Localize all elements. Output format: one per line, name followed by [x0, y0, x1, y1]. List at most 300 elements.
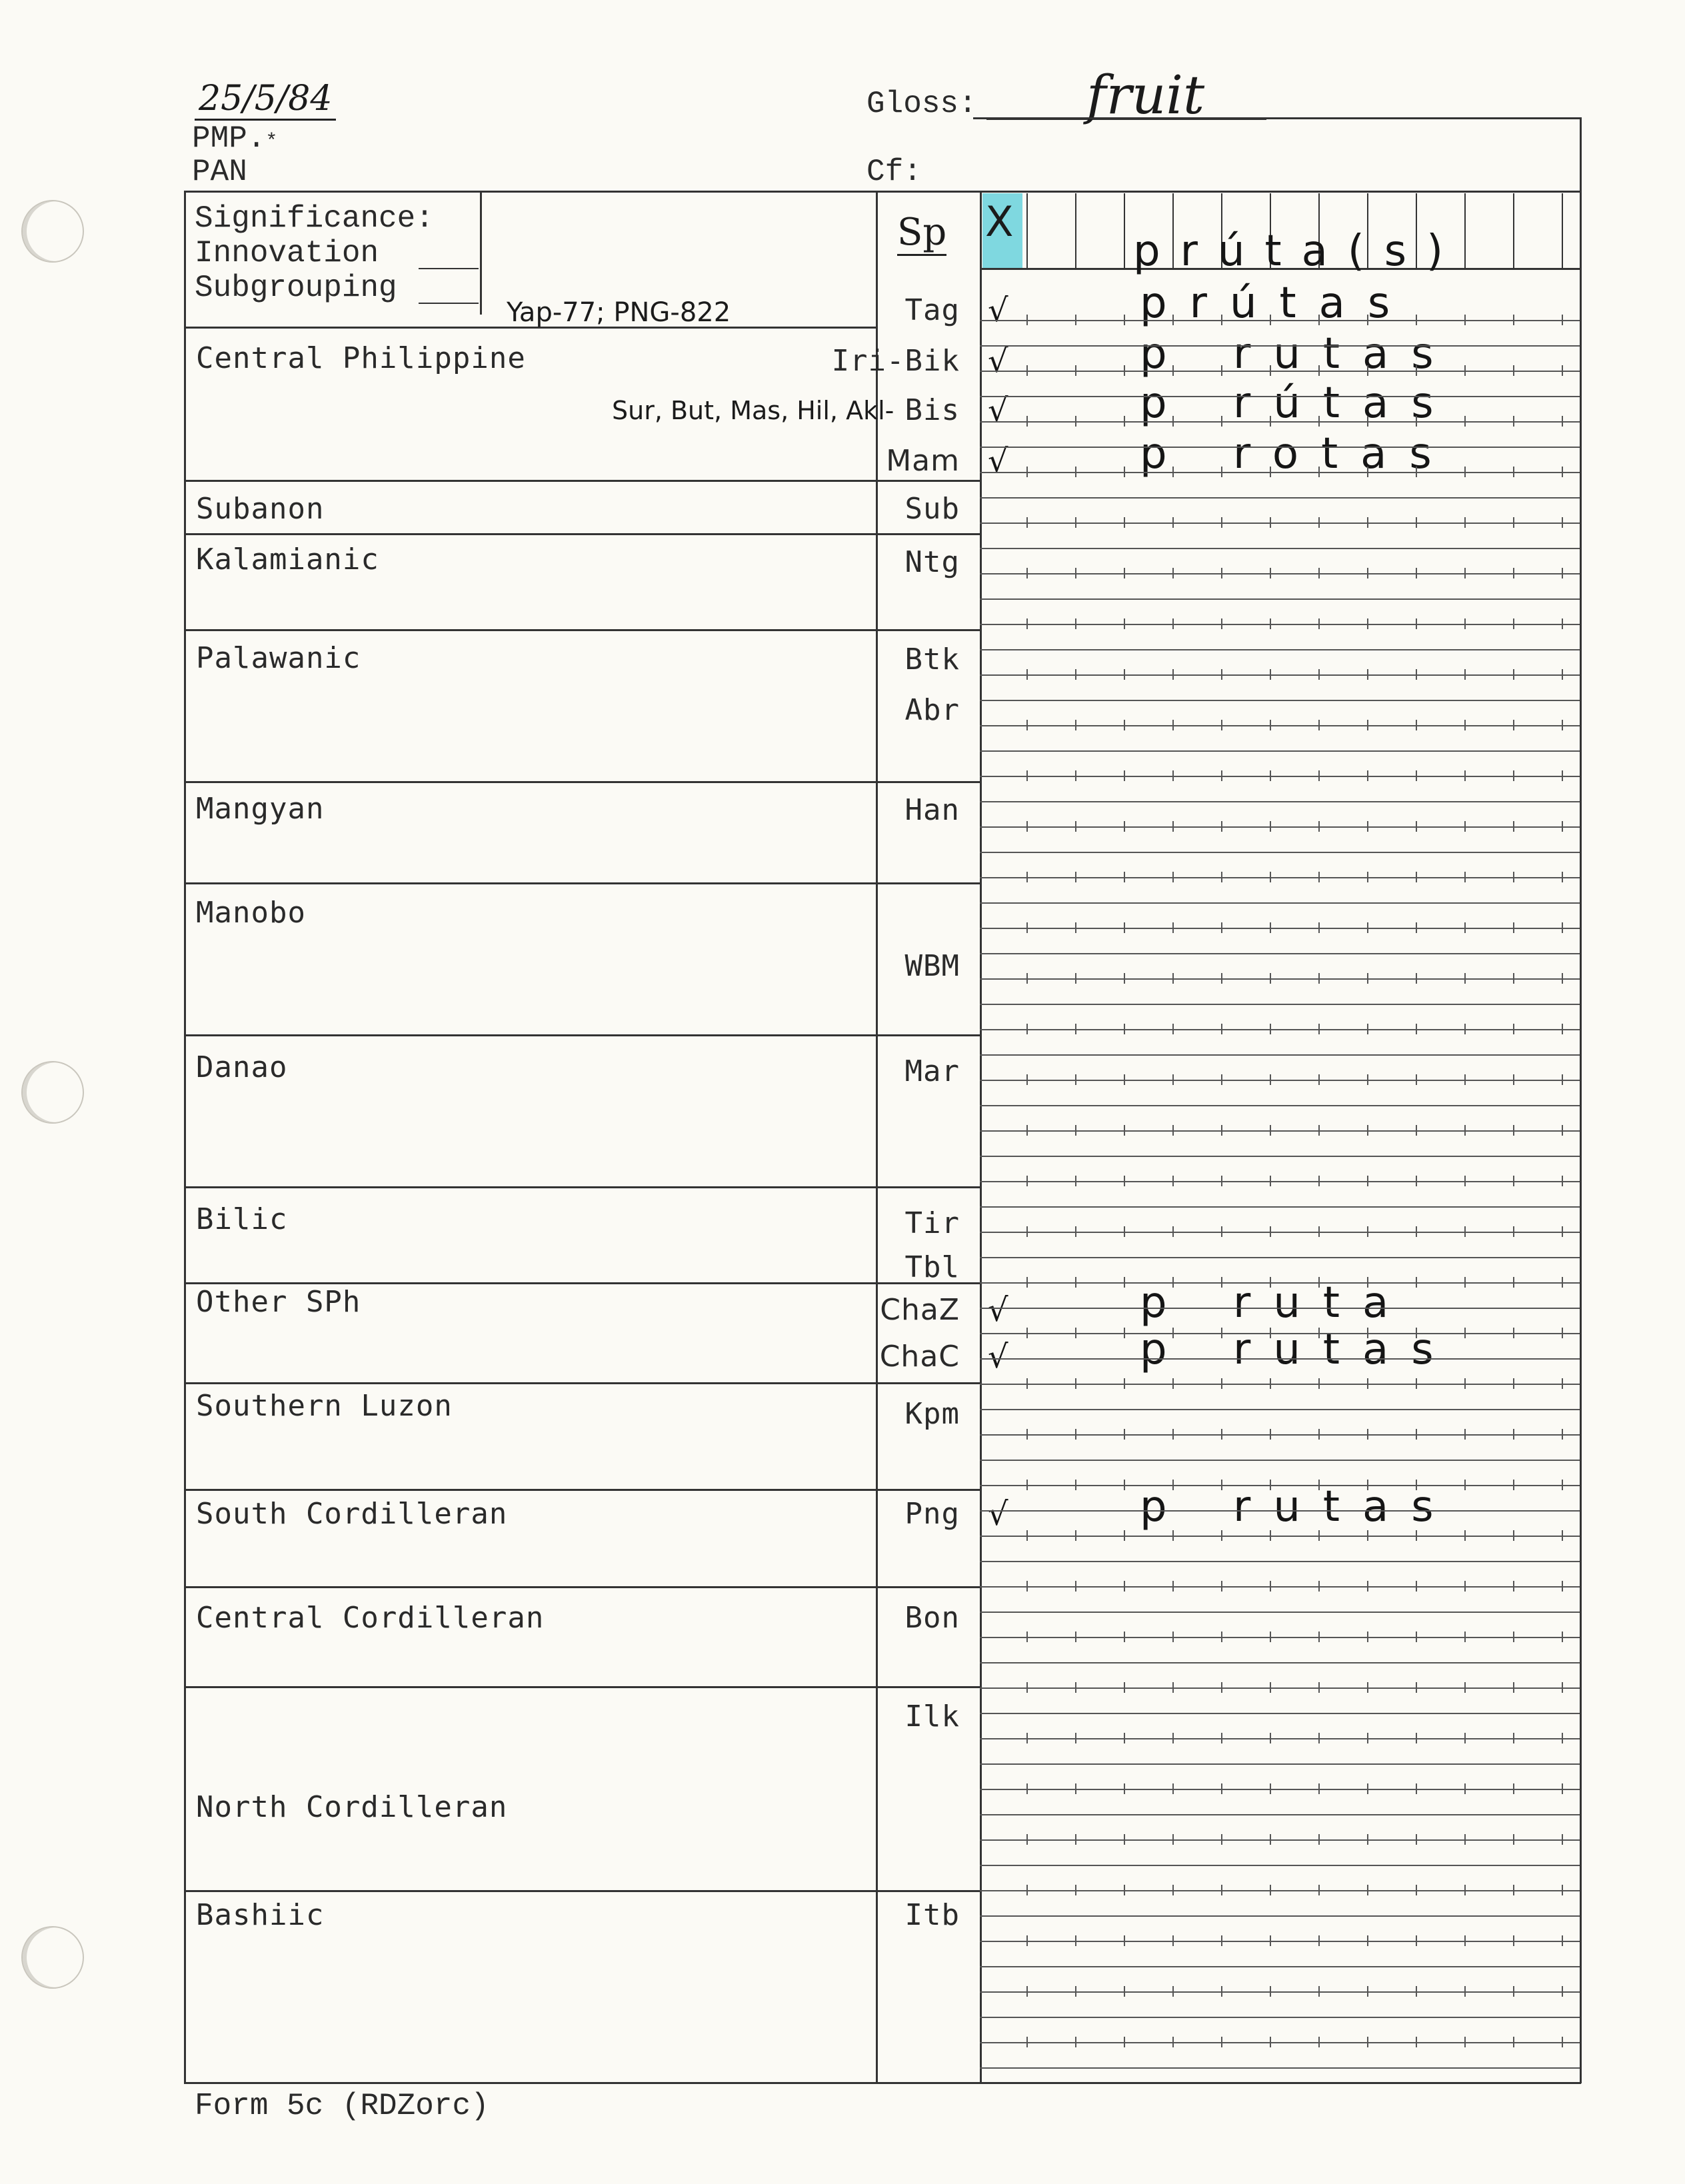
innovation-blank [419, 268, 479, 269]
entry-rule [980, 1612, 1580, 1613]
entry-tick [1221, 1530, 1222, 1541]
cognate-form: rutas [1233, 329, 1456, 379]
entry-tick [1172, 720, 1174, 730]
entry-tick [1318, 973, 1320, 984]
entry-rule [980, 497, 1580, 499]
entry-rule [980, 573, 1580, 574]
entry-tick [1416, 1125, 1417, 1136]
entry-tick [1172, 1986, 1174, 1997]
entry-tick [1464, 821, 1466, 832]
entry-tick [1562, 315, 1563, 325]
entry-tick [1270, 1074, 1271, 1085]
entry-rule [980, 1586, 1580, 1588]
entry-tick [1172, 1024, 1174, 1034]
entry-tick [1270, 416, 1271, 427]
entry-tick [1172, 1885, 1174, 1895]
entry-tick [1562, 1530, 1563, 1541]
entry-tick [1075, 1986, 1076, 1997]
entry-tick [1075, 720, 1076, 730]
group-label: Bilic [196, 1202, 288, 1236]
entry-tick [1513, 365, 1514, 376]
entry-tick [1075, 1885, 1076, 1895]
entry-tick [1026, 517, 1028, 528]
entry-tick [1221, 1429, 1222, 1440]
entry-tick [1416, 872, 1417, 882]
entry-tick [1416, 315, 1417, 325]
entry-tick [1270, 1783, 1271, 1794]
group-divider [184, 1890, 980, 1892]
entry-tick [1172, 1125, 1174, 1136]
entry-rule [980, 1181, 1580, 1182]
entry-rule [980, 1637, 1580, 1638]
pan-label: PAN [192, 155, 247, 189]
entry-rule [980, 472, 1580, 473]
entry-rule [980, 1206, 1580, 1208]
language-code: ChaC [879, 1340, 960, 1374]
entry-rule [980, 2042, 1580, 2043]
entry-tick [1318, 1834, 1320, 1845]
entry-tick [1464, 1530, 1466, 1541]
cognate-form: rútas [1233, 379, 1456, 428]
entry-tick [1124, 1024, 1125, 1034]
entry-tick [1318, 1328, 1320, 1338]
entry-tick [1464, 1834, 1466, 1845]
entry-tick [1562, 1074, 1563, 1085]
entry-tick [1367, 1986, 1368, 1997]
entry-tick [1513, 416, 1514, 427]
entry-tick [1367, 1632, 1368, 1642]
entry-rule [980, 1536, 1580, 1537]
table-top [184, 191, 1581, 193]
entry-tick [1221, 1480, 1222, 1490]
entry-tick [1367, 1176, 1368, 1186]
entry-tick [1172, 416, 1174, 427]
entry-tick [1026, 1935, 1028, 1946]
entry-tick [1124, 1581, 1125, 1592]
entry-tick [1026, 1176, 1028, 1186]
entry-tick [1026, 365, 1028, 376]
entry-tick [1513, 1277, 1514, 1288]
entry-tick [1318, 1277, 1320, 1288]
entry-tick [1221, 1682, 1222, 1693]
entry-tick [1562, 1429, 1563, 1440]
entry-rule [980, 548, 1580, 549]
entry-tick [1124, 1632, 1125, 1642]
entry-tick [1416, 1226, 1417, 1237]
entry-rule [980, 1561, 1580, 1562]
entry-tick [1075, 1277, 1076, 1288]
entry-tick [1124, 872, 1125, 882]
entry-tick [1075, 973, 1076, 984]
entry-tick [1367, 1581, 1368, 1592]
entry-tick [1172, 1834, 1174, 1845]
cognate-check: √ [988, 1338, 1008, 1376]
language-code: Iri-Bik [831, 344, 960, 378]
entry-tick [1367, 467, 1368, 477]
entry-tick [1124, 1429, 1125, 1440]
entry-initial: p [1140, 379, 1190, 428]
entry-rule [980, 877, 1580, 878]
entry-tick [1367, 1480, 1368, 1490]
entry-tick [1075, 1328, 1076, 1338]
entry-tick [1562, 821, 1563, 832]
entry-tick [1026, 1378, 1028, 1389]
entry-tick [1124, 1125, 1125, 1136]
entry-tick [1270, 1125, 1271, 1136]
entry-rule [980, 320, 1580, 321]
entry-tick [1416, 1581, 1417, 1592]
entry-rule [980, 801, 1580, 802]
entry-tick [1075, 1176, 1076, 1186]
entry-tick [1513, 1530, 1514, 1541]
entry-tick [1270, 1226, 1271, 1237]
group-label: Danao [196, 1050, 288, 1084]
entry-tick [1367, 1733, 1368, 1743]
entry-tick [1562, 1783, 1563, 1794]
entry-tick [1075, 1429, 1076, 1440]
sp-cell-divider [1562, 193, 1563, 268]
entry-tick [1318, 2037, 1320, 2047]
significance-divider [480, 191, 482, 315]
entry-tick [1367, 1328, 1368, 1338]
entry-tick [1026, 1125, 1028, 1136]
entry-tick [1124, 922, 1125, 933]
entry-tick [1464, 1429, 1466, 1440]
entry-tick [1026, 1783, 1028, 1794]
entry-tick [1464, 1632, 1466, 1642]
pmp-mark: * [265, 131, 278, 153]
entry-tick [1270, 770, 1271, 781]
entry-tick [1026, 416, 1028, 427]
entry-tick [1075, 1783, 1076, 1794]
entry-tick [1318, 922, 1320, 933]
cognate-check: √ [988, 1496, 1008, 1533]
entry-tick [1367, 517, 1368, 528]
entry-rule [980, 750, 1580, 752]
sp-cell-divider [1124, 193, 1125, 268]
entry-tick [1221, 2037, 1222, 2047]
entry-rule [980, 1687, 1580, 1689]
entry-tick [1172, 467, 1174, 477]
entry-tick [1416, 1733, 1417, 1743]
entry-tick [1416, 618, 1417, 629]
language-code: Tag [904, 293, 960, 327]
entry-tick [1270, 1277, 1271, 1288]
entry-tick [1513, 1480, 1514, 1490]
language-code: Sub [904, 492, 960, 526]
entry-tick [1172, 1176, 1174, 1186]
group-label: Manobo [196, 896, 306, 930]
entry-tick [1221, 1176, 1222, 1186]
entry-tick [1270, 1885, 1271, 1895]
entry-tick [1513, 467, 1514, 477]
entry-tick [1221, 618, 1222, 629]
entry-tick [1075, 467, 1076, 477]
entry-tick [1562, 922, 1563, 933]
entry-tick [1513, 1581, 1514, 1592]
entry-tick [1562, 1733, 1563, 1743]
entry-tick [1026, 1530, 1028, 1541]
entry-tick [1416, 1682, 1417, 1693]
entry-tick [1367, 872, 1368, 882]
entry-tick [1464, 1682, 1466, 1693]
entry-tick [1124, 467, 1125, 477]
entry-tick [1416, 1885, 1417, 1895]
entry-tick [1026, 770, 1028, 781]
entry-tick [1124, 821, 1125, 832]
entry-tick [1221, 568, 1222, 578]
entry-initial: p [1140, 1325, 1190, 1374]
entry-tick [1075, 1581, 1076, 1592]
entry-tick [1318, 872, 1320, 882]
entry-tick [1172, 669, 1174, 680]
entry-tick [1562, 467, 1563, 477]
entry-tick [1221, 1935, 1222, 1946]
entry-rule [980, 624, 1580, 625]
entry-tick [1464, 669, 1466, 680]
entry-rule [980, 1232, 1580, 1233]
entry-tick [1513, 1378, 1514, 1389]
entry-tick [1513, 1429, 1514, 1440]
entry-tick [1221, 1783, 1222, 1794]
subgrouping-blank [419, 303, 479, 304]
entry-tick [1270, 467, 1271, 477]
entry-tick [1562, 1226, 1563, 1237]
entry-tick [1416, 1834, 1417, 1845]
entry-tick [1464, 2037, 1466, 2047]
entry-tick [1221, 770, 1222, 781]
group-divider [184, 882, 980, 884]
language-code: Btk [904, 642, 960, 676]
entry-rule [980, 1713, 1580, 1714]
entry-initial: p [1140, 429, 1190, 479]
innovation-label: Innovation [195, 236, 379, 271]
entry-rule [980, 776, 1580, 777]
entry-tick [1367, 669, 1368, 680]
entry-tick [1367, 365, 1368, 376]
entry-tick [1075, 568, 1076, 578]
entry-rule [980, 1054, 1580, 1056]
entry-tick [1513, 568, 1514, 578]
sp-label: Sp [897, 211, 946, 256]
entry-tick [1513, 1783, 1514, 1794]
entry-tick [1562, 1632, 1563, 1642]
entry-tick [1464, 1480, 1466, 1490]
entry-initial: p [1140, 329, 1190, 379]
entry-rule [980, 1890, 1580, 1891]
entry-tick [1464, 1226, 1466, 1237]
entry-tick [1221, 669, 1222, 680]
binder-hole-middle [21, 1061, 84, 1124]
entry-tick [1075, 1024, 1076, 1034]
entry-tick [1270, 1733, 1271, 1743]
entry-tick [1172, 1581, 1174, 1592]
entry-tick [1026, 467, 1028, 477]
entry-tick [1221, 821, 1222, 832]
entry-tick [1124, 315, 1125, 325]
entry-tick [1513, 315, 1514, 325]
language-code: Tir [904, 1206, 960, 1240]
entry-rule [980, 725, 1580, 726]
entry-tick [1464, 517, 1466, 528]
entry-rule [980, 1282, 1580, 1284]
entry-tick [1124, 1480, 1125, 1490]
entry-tick [1075, 821, 1076, 832]
entry-tick [1562, 618, 1563, 629]
entry-tick [1172, 922, 1174, 933]
entry-tick [1172, 1226, 1174, 1237]
entry-tick [1026, 2037, 1028, 2047]
entry-column-left [980, 191, 982, 2083]
entry-tick [1416, 1935, 1417, 1946]
entry-tick [1075, 1226, 1076, 1237]
entry-tick [1513, 1176, 1514, 1186]
entry-tick [1124, 973, 1125, 984]
entry-tick [1318, 1783, 1320, 1794]
entry-tick [1026, 821, 1028, 832]
entry-tick [1172, 1682, 1174, 1693]
group-label: Central Philippine [196, 341, 526, 375]
entry-tick [1318, 467, 1320, 477]
group-divider [184, 1586, 980, 1588]
cf-rule [973, 117, 1581, 119]
cognate-check: √ [988, 443, 1008, 480]
entry-tick [1026, 568, 1028, 578]
entry-tick [1367, 1074, 1368, 1085]
entry-tick [1318, 618, 1320, 629]
group-divider [184, 1686, 980, 1688]
entry-tick [1416, 1277, 1417, 1288]
entry-tick [1124, 1328, 1125, 1338]
entry-rule [980, 1915, 1580, 1917]
entry-tick [1464, 1885, 1466, 1895]
entry-tick [1318, 720, 1320, 730]
entry-rule [980, 852, 1580, 853]
entry-tick [1270, 1328, 1271, 1338]
entry-tick [1464, 618, 1466, 629]
entry-tick [1124, 1682, 1125, 1693]
entry-tick [1367, 1530, 1368, 1541]
language-code: Bis [904, 393, 960, 427]
table-right [1580, 191, 1582, 2083]
entry-tick [1221, 973, 1222, 984]
entry-tick [1367, 1783, 1368, 1794]
entry-tick [1318, 1935, 1320, 1946]
entry-tick [1318, 1480, 1320, 1490]
entry-tick [1124, 720, 1125, 730]
entry-rule [980, 674, 1580, 676]
entry-tick [1221, 467, 1222, 477]
entry-tick [1416, 2037, 1417, 2047]
entry-tick [1562, 568, 1563, 578]
entry-tick [1172, 821, 1174, 832]
entry-tick [1367, 1885, 1368, 1895]
group-label: Other SPh [196, 1285, 361, 1319]
entry-tick [1562, 1277, 1563, 1288]
entry-tick [1270, 973, 1271, 984]
entry-rule [980, 1763, 1580, 1765]
entry-tick [1172, 1378, 1174, 1389]
entry-tick [1026, 1733, 1028, 1743]
entry-tick [1367, 568, 1368, 578]
entry-tick [1270, 1176, 1271, 1186]
entry-tick [1075, 365, 1076, 376]
entry-tick [1270, 1632, 1271, 1642]
language-code: Kpm [904, 1397, 960, 1431]
entry-tick [1464, 973, 1466, 984]
entry-tick [1221, 1378, 1222, 1389]
entry-rule [980, 902, 1580, 904]
entry-tick [1124, 1733, 1125, 1743]
entry-tick [1026, 1429, 1028, 1440]
entry-tick [1221, 365, 1222, 376]
binder-hole-bottom [21, 1926, 84, 1989]
entry-tick [1464, 1378, 1466, 1389]
entry-tick [1221, 1277, 1222, 1288]
entry-tick [1367, 1226, 1368, 1237]
entry-rule [980, 523, 1580, 524]
entry-tick [1464, 365, 1466, 376]
entry-rule [980, 1865, 1580, 1866]
entry-tick [1416, 1530, 1417, 1541]
entry-tick [1562, 770, 1563, 781]
entry-tick [1221, 517, 1222, 528]
entry-tick [1270, 1530, 1271, 1541]
language-code: Han [904, 793, 960, 827]
language-code: Png [904, 1497, 960, 1531]
entry-tick [1318, 1733, 1320, 1743]
group-label: Bashiic [196, 1898, 325, 1932]
entry-tick [1124, 517, 1125, 528]
entry-rule [980, 371, 1580, 372]
form-footer: Form 5c (RDZorc) [195, 2089, 489, 2123]
entry-initial: p [1140, 1278, 1190, 1328]
entry-tick [1124, 568, 1125, 578]
entry-tick [1562, 1581, 1563, 1592]
entry-tick [1318, 1632, 1320, 1642]
entry-rule [980, 1485, 1580, 1486]
entry-tick [1124, 669, 1125, 680]
entry-tick [1270, 1024, 1271, 1034]
entry-tick [1318, 1074, 1320, 1085]
sp-cell-divider [1075, 193, 1076, 268]
entry-tick [1367, 2037, 1368, 2047]
entry-tick [1318, 1986, 1320, 1997]
entry-tick [1513, 1682, 1514, 1693]
language-code: Mam [886, 444, 960, 478]
entry-tick [1172, 315, 1174, 325]
entry-tick [1075, 872, 1076, 882]
entry-tick [1416, 821, 1417, 832]
entry-tick [1221, 922, 1222, 933]
entry-tick [1221, 1074, 1222, 1085]
entry-tick [1513, 1125, 1514, 1136]
entry-tick [1172, 973, 1174, 984]
entry-rule [980, 1384, 1580, 1385]
entry-tick [1464, 1024, 1466, 1034]
entry-tick [1026, 973, 1028, 984]
cognate-check: √ [988, 1292, 1008, 1329]
entry-tick [1464, 1125, 1466, 1136]
cognate-check: √ [988, 343, 1008, 380]
entry-tick [1367, 720, 1368, 730]
entry-tick [1172, 1429, 1174, 1440]
entry-tick [1416, 467, 1417, 477]
entry-tick [1221, 1986, 1222, 1997]
entry-tick [1464, 1277, 1466, 1288]
entry-rule [980, 1434, 1580, 1436]
gloss-label: Gloss: [866, 87, 977, 121]
